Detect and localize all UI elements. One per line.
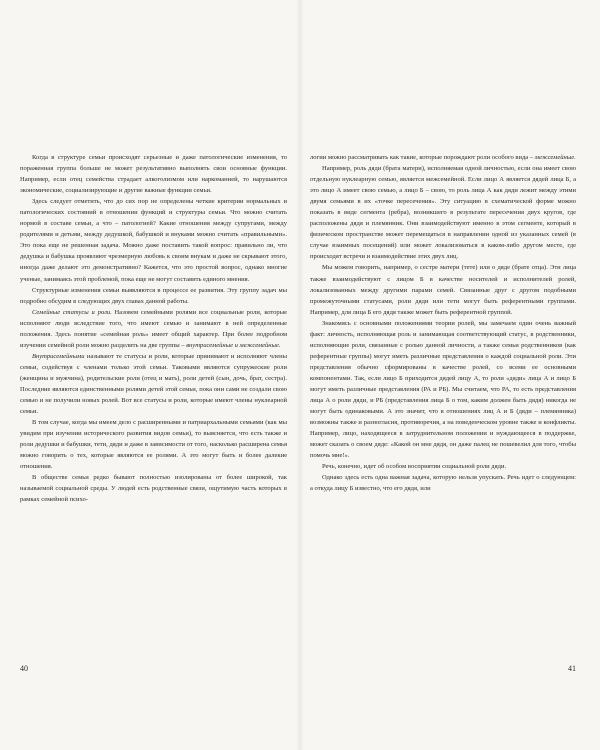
paragraph	[310, 262, 576, 317]
italic-term: межсемейные.	[534, 154, 576, 161]
paragraph-text: В том случае, когда мы имеем дело с расширенными и патриархальными семьями (как мы увидим при изучении исторического развития видов семьи), то выясняется, что есть также и роли дедушки и бабушки, тети, дяди и даже в зависимости от того, насколько расширена семья можно говорить о тех, которые являются ее ролями. А это могут быть и более далекие отношения.	[20, 419, 287, 471]
paragraph	[20, 472, 287, 505]
paragraph-text: Здесь следует отметить, что до сих пор не определены четкие критерии нормальных и патологических состояний в отношении функций и структуры семьи. Что можно считать нормой в составе семьи, а что – патологией? Какие отношения между супругами, между родителями и детьми, между дедушкой, бабушкой и внуками можно считать «правильными». Это пока еще не решенная задача. Можно даже поставить такой вопрос: правильно ли, что дедушка и бабушка проявляют чрезмерную любовь к своим внукам и даже не скрывают этого, иногда даже делают это демонстративно? Кажется, что это простой вопрос, однако многие ученые, занимаясь этой проблемой, пока еще не могут составить единого мнения.	[20, 198, 287, 283]
paragraph-text: Назовем семейными ролями все социальные роли, которые исполняют люди вследствие того, что имеют семью и занимают в ней определенные положения. Здесь понятие «семейная роль» имеет общий характер. При более подробном изучении семейной роли можно разделить на две группы –	[20, 308, 287, 349]
page-fold	[296, 0, 304, 750]
paragraph	[20, 196, 287, 284]
paragraph	[310, 152, 576, 163]
italic-lead: Внутрисемейными	[32, 352, 85, 360]
paragraph-text: Например, роль дяди (брата матери), исполняемая одной личностью, если она имеет свою отдельную нуклеарную семью, является межсемейной. Если лицо А является дядей лица Б, а это лицо А имеет свою семью, а лицо Б – свою, то роль лица А как дяди лежит между этими двумя семьями в их «точке пересечения». Эту ситуацию в схематической форме можно показать в виде сегмента (ребра), возникшего в результате пересечения двух кругов, где расположены дядя и племянник. Они взаимодействуют именно в этом сегменте, который в физическом пространстве может перемещаться в направлении одной из указанных семей (в случае взаимных посещений) или может локализоваться в каком-либо другом месте, где происходят встречи и взаимодействие этих двух лиц.	[310, 165, 576, 261]
paragraph-text: Мы можем говорить, например, о сестре матери (тете) или о дяде (брате отца). Эти лица также взаимодействуют с лицом Б в качестве носителей и исполнителей ролей, локализованных между другими парами семей. Связанные друг с другом подобными промежуточными статусами, роли дяди или тети могут быть референтными группами. Например, для лица Б его дядя также может быть референтной группой.	[310, 264, 576, 316]
paragraph-text: называют те статусы и роли, которые принимают и исполняют члены семьи, содействуя с членами только этой семьи. Таковыми являются супружеские роли (женщина и мужчина), родительские роли (отец и мать), роли детей (сын, дочь, брат, сестра). Последние являются единственными ролями детей этой семьи, пока они сами не создали свою семью и не получили новых ролей. Вот все статусы и роли, которые имеют члены нуклеарной семьи.	[20, 352, 287, 416]
paragraph	[310, 472, 576, 494]
right-page	[310, 152, 576, 672]
left-page	[20, 152, 287, 672]
paragraph-text: Структурные изменения семьи выявляются в процессе ее развития. Эту группу задач мы подробно обсудим в следующих двух главах данной работы.	[20, 286, 287, 305]
paragraph	[310, 163, 576, 262]
paragraph	[20, 417, 287, 472]
left-page-number: 40	[20, 664, 28, 673]
italic-lead: Семейные статусы и роли.	[32, 308, 112, 316]
paragraph-text: логии можно рассматривать как такие, которые порождают роли особого вида –	[310, 154, 535, 161]
paragraph	[310, 318, 576, 462]
italic-term: внутрисемейные и межсемейные.	[186, 341, 281, 349]
paragraph	[20, 351, 287, 417]
paragraph-text: Знакомясь с основными положениями теории ролей, мы замечаем один очень важный факт: личность, исполняющая роль и занимающая соответствующий статус, в родственники, исполняющие роли, связанные с ролью данной личности, а также семьи родственников (как референтные группы) могут иметь различные представления о каждой социальной роли. Эти представления обычно сформированы в качестве ролей, со всеми ее основными компонентами. Так, если лицо Б приходится дядей лицу А, то роли «дяди» лица А и лицо Б могут иметь различные представления (РА и РБ). Мы считаем, что РА, то есть представления лица А о роли дяди, и РБ (представления лица Б о том, каким должен быть дядя) никогда не могут быть одинаковыми. А это значит, что в отношениях лиц А и Б (дяди – племянника) возможны также и разногласия, противоречия, а на поведенческом уровне также и конфликты. Например, лицо, находящееся в затруднительном положении и нуждающееся в поддержке, может сказать о своем дяде: «Какой он мне дядя, он даже палец не пошевелил для того, чтобы помочь мне!».	[310, 319, 576, 460]
paragraph-text: Речь, конечно, идет об особом восприятии социальной роли дяди.	[322, 463, 507, 471]
paragraph	[20, 152, 287, 196]
paragraph-text: В обществе семьи редко бывают полностью изолированы от более широкой, так называемой социальной среды. У людей есть родственные связи, ощутимую часть которых в рамках семейной психо-	[20, 474, 287, 504]
paragraph-text: Когда в структуре семьи происходят серьезные и даже патологические изменения, то пораженная группа больше не может результативно выполнять свои основные функции. Например, если отец семейства страдает алкоголизмом или наркоманией, то нарушаются экономические, социализирующие и другие важные функции семьи.	[20, 154, 287, 195]
paragraph-text: Однако здесь есть одна важная задача, которую нельзя упускать. Речь идет о следующем: а откуда лицу Б известно, что его дядя, или	[310, 474, 576, 493]
paragraph	[20, 307, 287, 351]
right-page-number: 41	[568, 664, 576, 673]
paragraph	[20, 285, 287, 307]
paragraph	[310, 461, 576, 472]
